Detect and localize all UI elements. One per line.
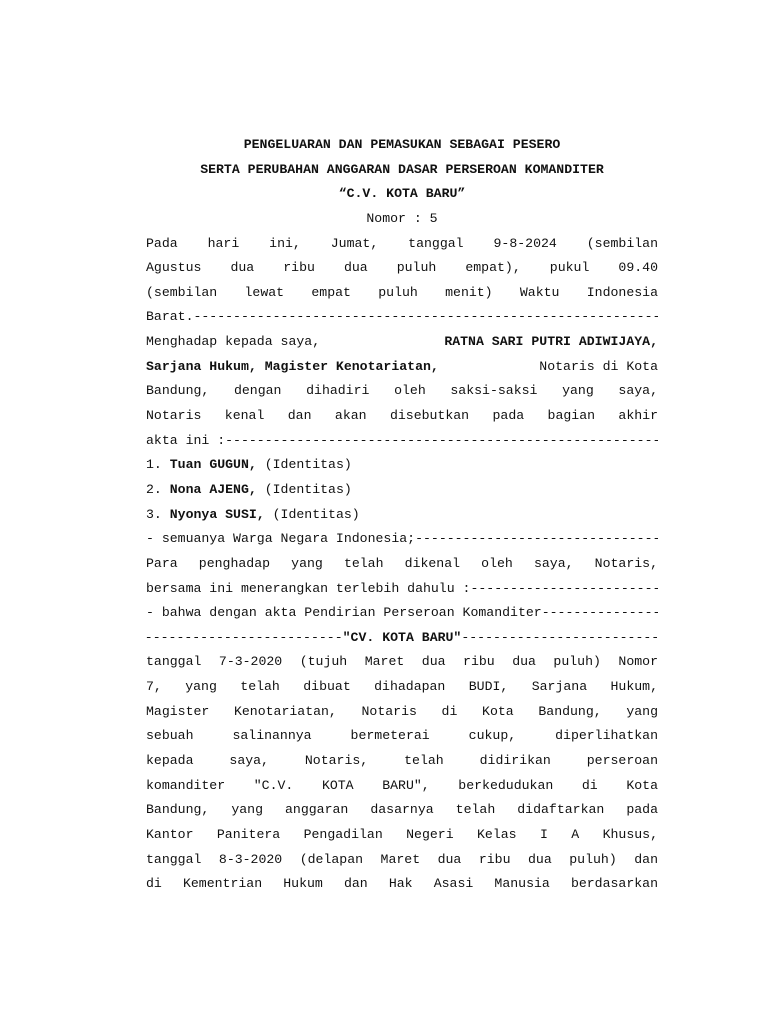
opening-line-4 [146,305,658,330]
notary-location: Notaris di Kota [531,358,658,374]
party-2 [146,478,658,503]
opening-end-text: Barat. [146,309,194,325]
party-identity: (Identitas) [264,506,360,522]
body-line-3: Magister Kenotariatan, Notaris di Kota Bandung, yang [146,703,658,719]
body-line-1: tanggal 7-3-2020 (tujuh Maret dua ribu dua puluh) Nomor [146,654,658,670]
party-name: Nona AJENG, [169,481,257,497]
title-line-2: SERTA PERUBAHAN ANGGARAN DASAR PERSEROAN KOMANDITER [200,161,604,177]
dash-filler [225,429,658,454]
opening-line-2: Agustus dua ribu dua puluh empat), pukul 09.40 [146,260,658,276]
bersama-line [146,577,658,602]
dash-filler [461,626,658,651]
title-line-1: PENGELUARAN DAN PEMASUKAN SEBAGAI PESERO [243,137,561,152]
body-line-7: Bandung, yang anggaran dasarnya telah didaftarkan pada [146,802,658,818]
party-identity: (Identitas) [256,481,352,497]
nationality-line [146,527,658,552]
deed-text [146,133,658,897]
cv-name: "CV. KOTA BARU" [342,629,462,645]
menghadap-line-4: Notaris kenal dan akan disebutkan pada bagian akhir [146,408,658,424]
body-line-4: sebuah salinannya bermeterai cukup, diperlihatkan [146,728,658,744]
party-3 [146,503,658,528]
body-line-8: Kantor Panitera Pengadilan Negeri Kelas I A Khusus, [146,826,658,842]
menghadap-line-3: Bandung, dengan dihadiri oleh saksi-saksi yang saya, [146,383,658,399]
dash-filler [470,577,658,602]
menghadap-line-5 [146,429,658,454]
party-number: 1. [146,457,170,473]
party-identity: (Identitas) [256,457,352,473]
deed-number: Nomor : 5 [366,210,438,226]
dash-filler [193,305,658,330]
dash-filler [542,601,658,626]
party-number: 3. [146,506,170,522]
body-line-2: 7, yang telah dibuat dihadapan BUDI, Sarjana Hukum, [146,679,658,695]
body-line-9: tanggal 8-3-2020 (delapan Maret dua ribu dua puluh) dan [146,851,658,867]
menghadap-line-2 [146,355,658,380]
title-line-3: “C.V. KOTA BARU” [338,186,466,202]
bahwa-line [146,601,658,626]
body-line-10: di Kementrian Hukum dan Hak Asasi Manusia berdasarkan [146,876,658,892]
akta-text: akta ini : [146,432,226,448]
notary-title: Sarjana Hukum, Magister Kenotariatan, [146,358,439,374]
party-1 [146,453,658,478]
opening-line-3: (sembilan lewat empat puluh menit) Waktu Indonesia [146,284,658,300]
menghadap-line-1 [146,330,658,355]
bahwa-text: - bahwa dengan akta Pendirian Perseroan Komanditer [146,605,542,621]
dash-filler [415,527,658,552]
bersama-text: bersama ini menerangkan terlebih dahulu : [146,580,471,596]
opening-line-1: Pada hari ini, Jumat, tanggal 9-8-2024 (sembilan [146,235,658,251]
para-penghadap-line: Para penghadap yang telah dikenal oleh saya, Notaris, [146,555,658,571]
party-name: Tuan GUGUN, [169,457,257,473]
cv-name-line [146,626,658,651]
party-name: Nyonya SUSI, [169,506,265,522]
menghadap-prefix: Menghadap kepada saya, [146,334,329,350]
dash-filler [146,626,343,651]
nationality-text: - semuanya Warga Negara Indonesia; [146,531,416,547]
notary-name: RATNA SARI PUTRI ADIWIJAYA, [444,334,658,350]
body-line-6: komanditer "C.V. KOTA BARU", berkedudukan di Kota [146,777,658,793]
body-line-5: kepada saya, Notaris, telah didirikan perseroan [146,753,658,769]
party-number: 2. [146,481,170,497]
